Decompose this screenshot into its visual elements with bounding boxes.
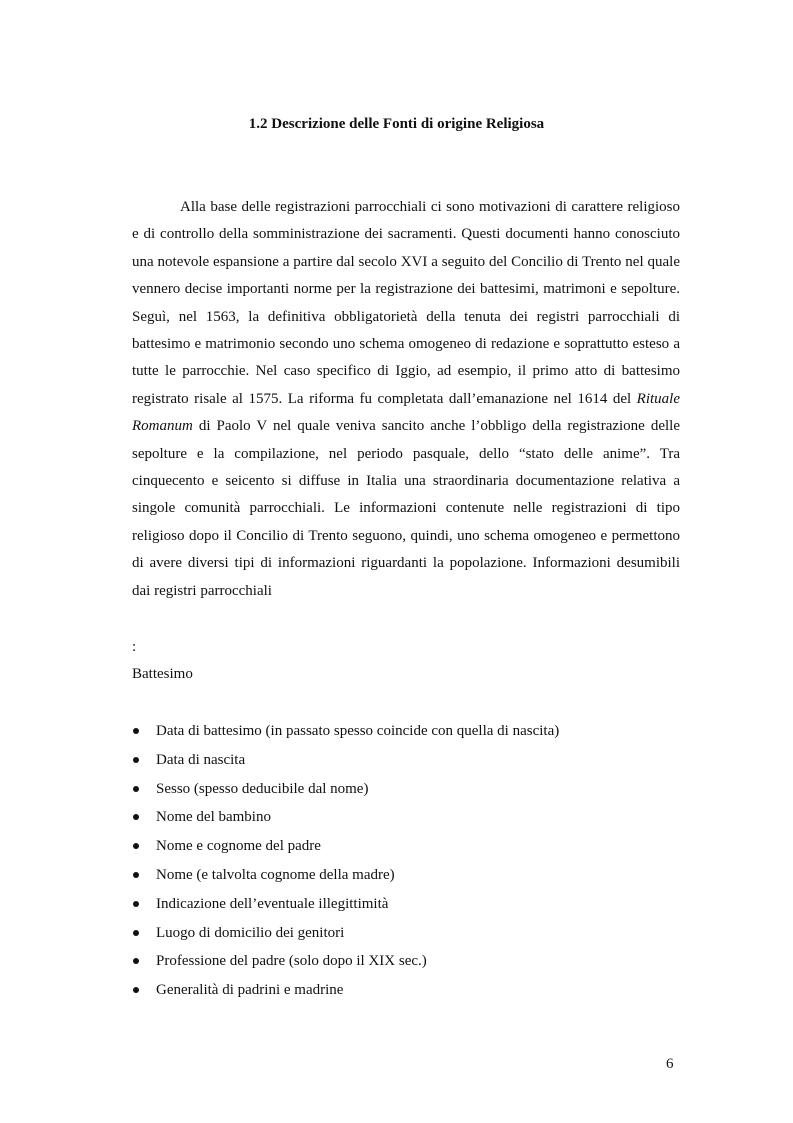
list-item-text: Nome del bambino — [156, 809, 271, 826]
bullet-icon — [133, 757, 139, 763]
bullet-icon — [133, 958, 139, 964]
list-item — [132, 832, 692, 861]
list-item — [132, 919, 692, 948]
list-item — [132, 746, 692, 775]
body-paragraph — [132, 194, 680, 605]
bullet-icon — [133, 814, 139, 820]
bullet-icon — [133, 872, 139, 878]
paragraph-emphasis: Rituale Romanum — [132, 390, 680, 435]
paragraph-text-part-2: di Paolo V nel quale veniva sancito anche l’obbligo della registrazione delle sepolture e la compilazione, nel periodo pasquale, dello “stato delle anime”. Tra cinquecento e seicento si diffuse in Italia una straordinaria documentazione relativa a singole comunità parrocchiali. Le informazioni contenute nelle registrazioni di tipo religioso dopo il Concilio di Trento seguono, quindi, uno schema omogeneo e permettono di avere diversi tipi di informazioni riguardanti la popolazione. Informazioni desumibili dai registri parrocchiali — [132, 418, 680, 599]
list-item-text: Indicazione dell’eventuale illegittimità — [156, 895, 389, 912]
list-item-text: Professione del padre (solo dopo il XIX sec.) — [156, 953, 427, 970]
paragraph-text-part-1: Alla base delle registrazioni parrocchiali ci sono motivazioni di carattere religioso e di controllo della somministrazione dei sacramenti. Questi documenti hanno conosciuto una notevole espansione a partire dal secolo XVI a seguito del Concilio di Trento nel quale vennero decise importanti norme per la registrazione dei battesimi, matrimoni e sepolture. Seguì, nel 1563, la definitiva obbligatorietà della tenuta dei registri parrocchiali di battesimo e matrimonio secondo uno schema omogeneo di redazione e soprattutto esteso a tutte le parrocchie. Nel caso specifico di Iggio, ad esempio, il primo atto di battesimo registrato risale al 1575. La riforma fu completata dall’emanazione nel 1614 del — [132, 199, 680, 407]
list-item-text: Generalità di padrini e madrine — [156, 982, 344, 999]
list-item — [132, 890, 692, 919]
bullet-list — [132, 717, 692, 1005]
list-item-text: Nome (e talvolta cognome della madre) — [156, 866, 395, 883]
list-item — [132, 803, 692, 832]
list-item-text: Data di nascita — [156, 751, 246, 768]
list-item-text: Nome e cognome del padre — [156, 838, 321, 855]
list-item — [132, 775, 692, 804]
list-item — [132, 976, 692, 1005]
list-item — [132, 861, 692, 890]
bullet-icon — [133, 843, 139, 849]
bullet-icon — [133, 987, 139, 993]
list-item-text: Luogo di domicilio dei genitori — [156, 924, 345, 941]
subheading-battesimo: Battesimo — [132, 666, 193, 682]
list-item — [132, 717, 692, 746]
bullet-icon — [133, 786, 139, 792]
page-number: 6 — [666, 1056, 674, 1072]
colon-line: : — [132, 639, 137, 655]
bullet-icon — [133, 728, 139, 734]
list-item — [132, 947, 692, 976]
list-item-text: Sesso (spesso deducibile dal nome) — [156, 780, 369, 797]
list-item-text: Data di battesimo (in passato spesso coincide con quella di nascita) — [156, 723, 560, 739]
bullet-icon — [133, 930, 139, 936]
bullet-icon — [133, 901, 139, 907]
section-title: 1.2 Descrizione delle Fonti di origine Religiosa — [248, 116, 545, 132]
